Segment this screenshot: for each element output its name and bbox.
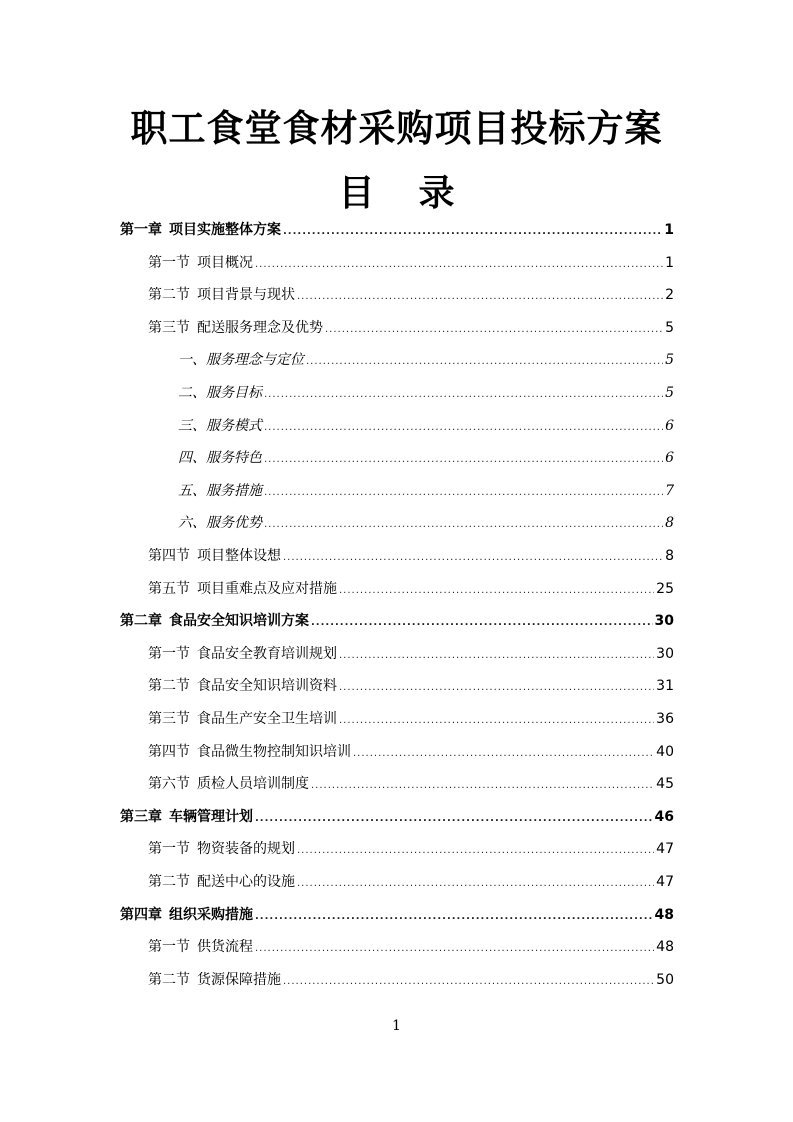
- toc-dot-leader: [283, 542, 663, 574]
- toc-dot-leader: [264, 444, 663, 476]
- toc-dot-leader: [283, 966, 654, 998]
- toc-entry-page: 30: [654, 613, 674, 630]
- toc-dot-leader: [353, 738, 654, 770]
- toc-entry-text: 食品安全知识培训资料: [197, 678, 337, 695]
- toc-entry-label: [120, 214, 281, 246]
- toc-entry-page: 5: [665, 352, 674, 369]
- toc-entry-label: [148, 312, 323, 344]
- toc-entry-label: [148, 279, 295, 311]
- toc-entry-label: [120, 801, 253, 833]
- toc-entry-text: 项目背景与现状: [197, 287, 295, 304]
- toc-entry[interactable]: [178, 442, 674, 474]
- toc-entry-page: 31: [656, 678, 674, 695]
- toc-entry-text: 一、服务理念与定位: [178, 352, 304, 369]
- toc-dot-leader: [325, 314, 663, 346]
- toc-entry-page: 30: [656, 645, 674, 662]
- toc-entry-label: [148, 573, 337, 605]
- toc-entry-page: 8: [665, 548, 674, 564]
- toc-entry-number: 第三节: [148, 319, 190, 336]
- toc-entry-label: [178, 344, 304, 376]
- toc-entry-label: [148, 866, 295, 898]
- toc-dot-leader: [339, 705, 654, 737]
- toc-entry-number: 第一节: [148, 939, 190, 956]
- toc-dot-leader: [339, 672, 654, 704]
- toc-entry-page: 6: [665, 450, 674, 467]
- toc-entry-label: [148, 768, 309, 800]
- toc-entry-page: 6: [665, 417, 674, 434]
- toc-entry[interactable]: [148, 540, 674, 572]
- toc-entry[interactable]: [148, 247, 674, 279]
- toc-entry-number: 第四章: [120, 906, 162, 923]
- toc-entry[interactable]: [148, 866, 674, 898]
- toc-dot-leader: [297, 835, 654, 867]
- toc-entry-text: 食品安全教育培训规划: [197, 645, 337, 662]
- toc-dot-leader: [264, 379, 663, 411]
- toc-dot-leader: [255, 249, 663, 281]
- toc-entry[interactable]: [148, 312, 674, 344]
- toc-entry-label: [120, 899, 253, 931]
- toc-entry-label: [178, 507, 262, 539]
- toc-heading-char: 录: [418, 172, 455, 214]
- toc-entry-text: 二、服务目标: [178, 385, 262, 401]
- toc-entry[interactable]: [148, 964, 674, 996]
- toc-entry[interactable]: [148, 931, 674, 963]
- toc-entry-label: [148, 247, 253, 279]
- toc-heading: [0, 168, 793, 218]
- toc-entry-text: 配送服务理念及优势: [197, 319, 323, 336]
- toc-entry-text: 车辆管理计划: [169, 808, 253, 825]
- toc-dot-leader: [264, 412, 663, 444]
- toc-dot-leader: [297, 281, 663, 313]
- toc-entry-number: 第一章: [120, 222, 162, 238]
- toc-entry-page: 40: [656, 743, 674, 760]
- toc-entry[interactable]: [148, 638, 674, 670]
- document-title: 职工食堂食材采购项目投标方案: [130, 106, 663, 150]
- toc-entry[interactable]: [178, 507, 674, 539]
- toc-dot-leader: [264, 509, 663, 541]
- toc-entry-number: 第四节: [148, 743, 190, 760]
- toc-dot-leader: [311, 770, 654, 802]
- toc-entry-page: 25: [656, 580, 674, 597]
- toc-dot-leader: [297, 868, 654, 900]
- toc-entry[interactable]: [120, 214, 674, 246]
- toc-entry[interactable]: [120, 605, 674, 637]
- toc-entry-page: 48: [654, 906, 674, 923]
- toc-dot-leader: [306, 346, 663, 378]
- toc-entry[interactable]: [120, 801, 674, 833]
- toc-entry-number: 第二节: [148, 678, 190, 695]
- toc-entry-label: [148, 670, 337, 702]
- toc-entry-page: 47: [656, 841, 674, 858]
- toc-dot-leader: [255, 803, 653, 835]
- toc-entry-page: 1: [665, 254, 674, 271]
- toc-dot-leader: [311, 607, 653, 639]
- toc-entry-text: 五、服务措施: [178, 482, 262, 499]
- toc-entry-label: [178, 377, 262, 409]
- toc-dot-leader: [339, 640, 654, 672]
- toc-entry[interactable]: [178, 475, 674, 507]
- toc-entry-label: [148, 540, 281, 572]
- toc-entry-page: 36: [656, 711, 674, 727]
- toc-entry-text: 食品生产安全卫生培训: [197, 711, 337, 727]
- toc-entry[interactable]: [148, 279, 674, 311]
- toc-entry-page: 7: [665, 482, 674, 499]
- toc-entry-number: 第一节: [148, 841, 190, 858]
- toc-entry-number: 第二节: [148, 287, 190, 304]
- toc-entry-number: 第一节: [148, 254, 190, 271]
- toc-entry-label: [148, 736, 351, 768]
- toc-entry-page: 45: [656, 776, 674, 793]
- toc-entry[interactable]: [148, 768, 674, 800]
- toc-entry[interactable]: [178, 344, 674, 376]
- toc-entry-number: 第二节: [148, 971, 190, 988]
- toc-entry-text: 六、服务优势: [178, 515, 262, 532]
- toc-entry-label: [148, 638, 337, 670]
- toc-entry-label: [178, 475, 262, 507]
- toc-entry[interactable]: [148, 670, 674, 702]
- toc-dot-leader: [255, 901, 653, 933]
- toc-entry-text: 物资装备的规划: [197, 841, 295, 858]
- toc-entry-text: 项目概况: [197, 254, 253, 271]
- toc-entry-text: 食品微生物控制知识培训: [197, 743, 351, 760]
- toc-dot-leader: [255, 933, 654, 965]
- toc-entry-label: [148, 703, 337, 735]
- toc-entry[interactable]: [178, 410, 674, 442]
- toc-entry[interactable]: [148, 573, 674, 605]
- toc-entry-page: 48: [656, 939, 674, 956]
- toc-entry[interactable]: [120, 899, 674, 931]
- toc-entry-number: 第六节: [148, 776, 190, 793]
- toc-entry-page: 5: [665, 385, 674, 401]
- toc-entry-text: 质检人员培训制度: [197, 776, 309, 793]
- page-number: 1: [392, 1018, 401, 1034]
- toc-entry-page: 46: [654, 808, 674, 825]
- toc-entry-label: [148, 931, 253, 963]
- toc-entry-text: 货源保障措施: [197, 971, 281, 988]
- toc-entry-page: 47: [656, 874, 674, 890]
- toc-entry-text: 食品安全知识培训方案: [169, 613, 309, 630]
- toc-entry[interactable]: [148, 736, 674, 768]
- toc-entry-text: 配送中心的设施: [197, 874, 295, 890]
- toc-dot-leader: [339, 575, 654, 607]
- toc-entry-page: 2: [665, 287, 674, 304]
- toc-entry-number: 第二节: [148, 874, 190, 890]
- toc-entry-number: 第四节: [148, 548, 190, 564]
- toc-entry-label: [120, 605, 309, 637]
- toc-entry-label: [178, 442, 262, 474]
- toc-entry[interactable]: [178, 377, 674, 409]
- toc-dot-leader: [283, 216, 662, 248]
- toc-entry-page: 5: [665, 319, 674, 336]
- toc-entry-text: 项目重难点及应对措施: [197, 580, 337, 597]
- toc-entry-text: 组织采购措施: [169, 906, 253, 923]
- toc-entry-number: 第三节: [148, 711, 190, 727]
- toc-entry[interactable]: [148, 703, 674, 735]
- toc-entry-page: 8: [665, 515, 674, 532]
- toc-entry-label: [178, 410, 262, 442]
- toc-entry[interactable]: [148, 833, 674, 865]
- toc-entry-number: 第一节: [148, 645, 190, 662]
- toc-entry-page: 1: [664, 222, 674, 238]
- toc-entry-text: 四、服务特色: [178, 450, 262, 467]
- toc-entry-label: [148, 964, 281, 996]
- toc-entry-page: 50: [656, 971, 674, 988]
- toc-entry-text: 三、服务模式: [178, 417, 262, 434]
- toc-entry-label: [148, 833, 295, 865]
- toc-entry-number: 第三章: [120, 808, 162, 825]
- toc-entry-number: 第五节: [148, 580, 190, 597]
- toc-heading-char: 目: [338, 172, 375, 214]
- toc-dot-leader: [264, 477, 663, 509]
- toc-entry-text: 项目实施整体方案: [169, 222, 281, 238]
- toc-entry-text: 项目整体设想: [197, 548, 281, 564]
- toc-entry-text: 供货流程: [197, 939, 253, 956]
- toc-entry-number: 第二章: [120, 613, 162, 630]
